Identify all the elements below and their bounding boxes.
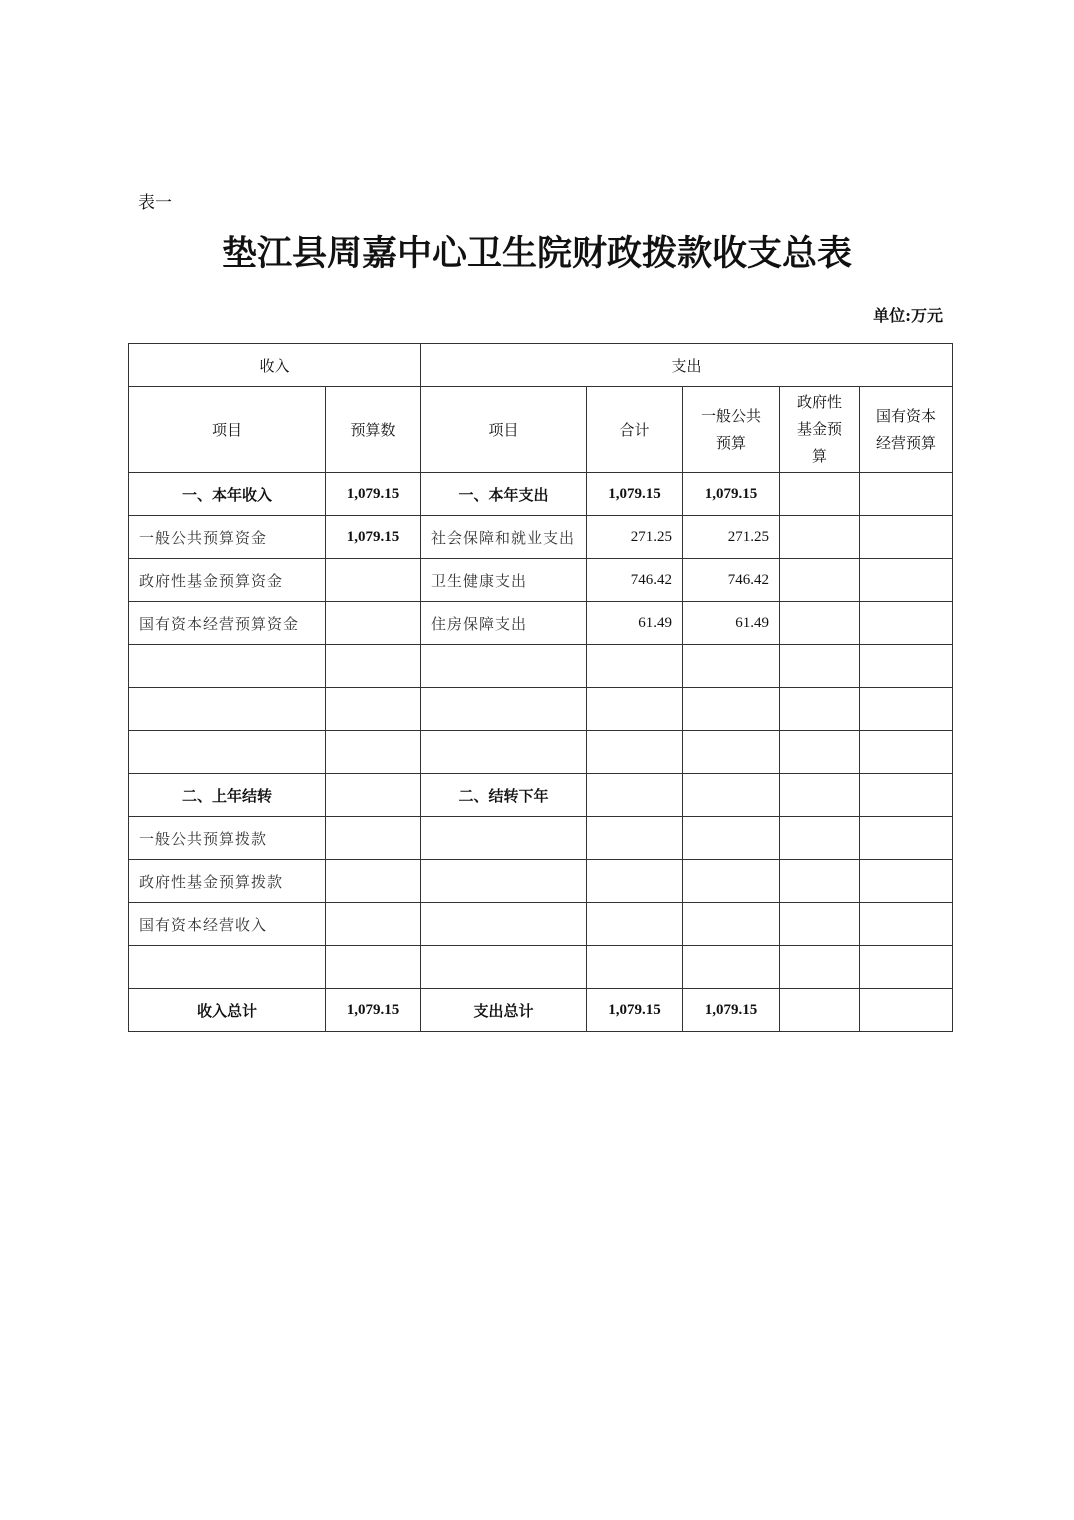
total-header: 合计 — [587, 387, 683, 473]
total-cell: 271.25 — [587, 516, 683, 559]
gov-fund-cell — [780, 602, 860, 645]
general-cell: 271.25 — [683, 516, 780, 559]
empty-cell — [860, 688, 953, 731]
empty-cell — [421, 817, 587, 860]
state-capital-cell — [860, 516, 953, 559]
general-cell: 1,079.15 — [683, 473, 780, 516]
general-cell: 746.42 — [683, 559, 780, 602]
empty-cell — [683, 946, 780, 989]
income-budget-header: 预算数 — [326, 387, 421, 473]
empty-cell — [587, 817, 683, 860]
state-capital-cell — [860, 602, 953, 645]
empty-cell — [683, 817, 780, 860]
expense-header: 支出 — [421, 344, 953, 387]
income-item-cell: 一般公共预算拨款 — [129, 817, 326, 860]
empty-cell — [326, 946, 421, 989]
table-row — [129, 473, 953, 516]
income-item-cell: 二、上年结转 — [129, 774, 326, 817]
budget-table — [128, 343, 953, 1032]
income-total-value: 1,079.15 — [326, 989, 421, 1032]
general-cell — [683, 774, 780, 817]
income-item-cell: 国有资本经营预算资金 — [129, 602, 326, 645]
gov-fund-header-line1: 政府性 — [797, 393, 843, 411]
income-item-cell: 一、本年收入 — [129, 473, 326, 516]
state-header-line1: 国有资本 — [876, 406, 937, 425]
empty-cell — [326, 688, 421, 731]
empty-cell — [326, 860, 421, 903]
empty-cell — [683, 903, 780, 946]
unit-label: 单位:万元 — [873, 306, 943, 325]
general-header-line1: 一般公共 — [701, 406, 762, 425]
expense-item-cell: 卫生健康支出 — [421, 559, 587, 602]
empty-cell — [860, 645, 953, 688]
expense-item-header: 项目 — [421, 387, 587, 473]
table-label: 表一 — [138, 193, 172, 213]
expense-total-label: 支出总计 — [421, 989, 587, 1032]
empty-cell — [780, 731, 860, 774]
income-total-label: 收入总计 — [129, 989, 326, 1032]
empty-cell — [683, 688, 780, 731]
table-row — [129, 645, 953, 688]
empty-cell — [326, 731, 421, 774]
empty-cell — [780, 903, 860, 946]
table-row — [129, 946, 953, 989]
empty-cell — [129, 645, 326, 688]
state-capital-cell — [860, 989, 953, 1032]
total-cell: 61.49 — [587, 602, 683, 645]
empty-cell — [421, 860, 587, 903]
empty-cell — [421, 645, 587, 688]
expense-item-cell: 社会保障和就业支出 — [421, 516, 587, 559]
total-cell: 1,079.15 — [587, 473, 683, 516]
empty-cell — [129, 946, 326, 989]
empty-cell — [780, 946, 860, 989]
expense-item-cell: 一、本年支出 — [421, 473, 587, 516]
expense-item-cell: 二、结转下年 — [421, 774, 587, 817]
empty-cell — [860, 860, 953, 903]
income-value-cell: 1,079.15 — [326, 473, 421, 516]
empty-cell — [860, 946, 953, 989]
empty-cell — [683, 645, 780, 688]
table-row — [129, 516, 953, 559]
total-row — [129, 989, 953, 1032]
income-value-cell — [326, 602, 421, 645]
empty-cell — [421, 688, 587, 731]
table-row — [129, 688, 953, 731]
empty-cell — [587, 903, 683, 946]
income-item-cell: 政府性基金预算资金 — [129, 559, 326, 602]
gov-fund-header — [780, 387, 860, 473]
income-item-cell: 国有资本经营收入 — [129, 903, 326, 946]
empty-cell — [326, 903, 421, 946]
gov-fund-cell — [780, 774, 860, 817]
income-item-cell: 一般公共预算资金 — [129, 516, 326, 559]
empty-cell — [860, 903, 953, 946]
table-row — [129, 860, 953, 903]
income-value-cell — [326, 774, 421, 817]
state-capital-cell — [860, 774, 953, 817]
gov-fund-cell — [780, 473, 860, 516]
empty-cell — [683, 731, 780, 774]
income-header: 收入 — [129, 344, 421, 387]
empty-cell — [421, 946, 587, 989]
header-row-columns — [129, 387, 953, 473]
empty-cell — [780, 645, 860, 688]
state-capital-cell — [860, 559, 953, 602]
income-value-cell — [326, 559, 421, 602]
income-item-cell: 政府性基金预算拨款 — [129, 860, 326, 903]
table-row — [129, 559, 953, 602]
total-cell: 746.42 — [587, 559, 683, 602]
table-row — [129, 817, 953, 860]
general-total-value: 1,079.15 — [683, 989, 780, 1032]
total-cell — [587, 774, 683, 817]
table-row — [129, 602, 953, 645]
table-row — [129, 774, 953, 817]
gov-fund-cell — [780, 559, 860, 602]
empty-cell — [421, 731, 587, 774]
empty-cell — [587, 731, 683, 774]
empty-cell — [129, 688, 326, 731]
empty-cell — [421, 903, 587, 946]
gov-fund-header-line2: 基金预 — [797, 420, 843, 438]
empty-cell — [587, 688, 683, 731]
empty-cell — [326, 645, 421, 688]
empty-cell — [587, 645, 683, 688]
table-row — [129, 903, 953, 946]
general-cell: 61.49 — [683, 602, 780, 645]
expense-item-cell: 住房保障支出 — [421, 602, 587, 645]
empty-cell — [780, 688, 860, 731]
gov-fund-header-line3: 算 — [812, 447, 828, 465]
empty-cell — [860, 817, 953, 860]
empty-cell — [587, 860, 683, 903]
gov-fund-cell — [780, 989, 860, 1032]
income-value-cell: 1,079.15 — [326, 516, 421, 559]
empty-cell — [129, 731, 326, 774]
expense-total-value: 1,079.15 — [587, 989, 683, 1032]
state-capital-header — [860, 387, 953, 473]
general-header-line2: 预算 — [716, 433, 747, 452]
empty-cell — [326, 817, 421, 860]
empty-cell — [780, 860, 860, 903]
state-header-line2: 经营预算 — [876, 433, 937, 452]
table-row — [129, 731, 953, 774]
state-capital-cell — [860, 473, 953, 516]
gov-fund-cell — [780, 516, 860, 559]
empty-cell — [780, 817, 860, 860]
page-title: 垫江县周嘉中心卫生院财政拨款收支总表 — [221, 233, 852, 274]
empty-cell — [683, 860, 780, 903]
empty-cell — [587, 946, 683, 989]
empty-cell — [860, 731, 953, 774]
general-budget-header — [683, 387, 780, 473]
header-row-top — [129, 344, 953, 387]
income-item-header: 项目 — [129, 387, 326, 473]
